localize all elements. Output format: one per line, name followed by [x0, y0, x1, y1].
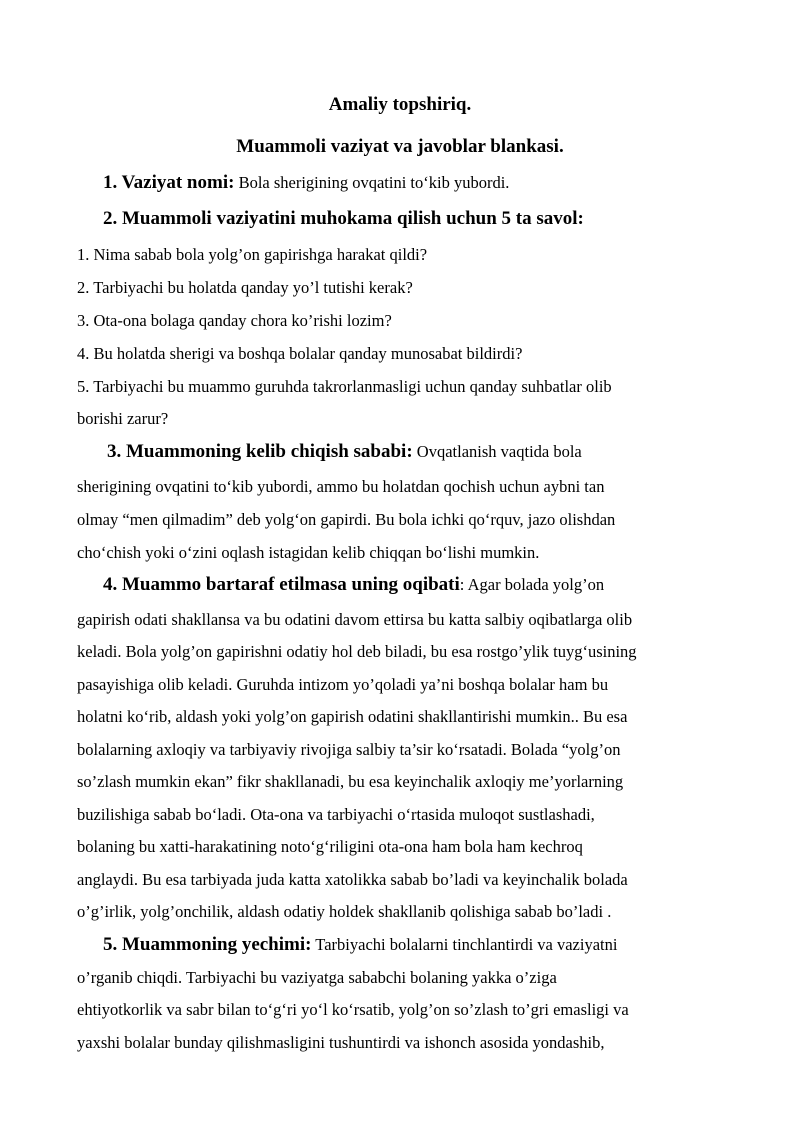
section-4 [103, 574, 604, 596]
section-4-line: buzilishiga sabab bo‘ladi. Ota-ona va tarbiyachi o‘rtasida muloqot sustlashadi, [77, 805, 595, 824]
section-3-line: sherigining ovqatini to‘kib yubordi, ammo bu holatdan qochish uchun aybni tan [77, 477, 605, 496]
section-4-line: gapirish odati shakllansa va bu odatini davom ettirsa bu katta salbiy oqibatlarga olib [77, 610, 633, 629]
section-4-line: holatni ko‘rib, aldash yoki yolg’on gapirish odatini shakllantirishi mumkin.. Bu esa [77, 707, 628, 726]
section-4-heading: 4. Muammo bartaraf etilmasa uning oqibati [103, 574, 460, 595]
section-4-line: bolaning bu xatti-harakatining noto‘g‘riligini ota-ona ham bola ham kechroq [77, 837, 583, 856]
section-3 [107, 441, 582, 463]
section-3-first-line: Ovqatlanish vaqtida bola [412, 442, 582, 461]
section-5-line: yaxshi bolalar bunday qilishmasligini tushuntirdi va ishonch asosida yondashib, [77, 1033, 605, 1052]
section-1 [103, 172, 509, 194]
document-title: Amaliy topshiriq. [328, 94, 472, 115]
section-4-line: so’zlash mumkin ekan” fikr shakllanadi, bu esa keyinchalik axloqiy me’yorlarning [77, 772, 624, 791]
document-subtitle: Muammoli vaziyat va javoblar blankasi. [236, 136, 564, 157]
section-3-line: olmay “men qilmadim” deb yolg‘on gapirdi. Bu bola ichki qo‘rquv, jazo olishdan [77, 510, 616, 529]
section-5-heading: 5. Muammoning yechimi: [103, 934, 312, 955]
question-5-continued: borishi zarur? [77, 409, 169, 428]
section-5 [103, 934, 617, 956]
section-1-heading: 1. Vaziyat nomi: [103, 172, 235, 193]
section-4-first-line: : Agar bolada yolg’on [459, 575, 605, 594]
section-2-heading-text: 2. Muammoli vaziyatini muhokama qilish uchun 5 ta savol: [103, 208, 584, 229]
question-3: 3. Ota-ona bolaga qanday chora ko’rishi lozim? [77, 311, 392, 330]
section-4-line: anglaydi. Bu esa tarbiyada juda katta xatolikka sabab bo’ladi va keyinchalik bolada [77, 870, 628, 889]
section-2-heading [103, 208, 584, 230]
section-5-line: ehtiyotkorlik va sabr bilan to‘g‘ri yo‘l ko‘rsatib, yolg’on so’zlash to’gri emasligi va [77, 1000, 629, 1019]
question-1: 1. Nima sabab bola yolg’on gapirishga harakat qildi? [77, 245, 428, 264]
section-3-heading: 3. Muammoning kelib chiqish sababi: [107, 441, 413, 462]
section-1-text: Bola sherigining ovqatini to‘kib yubordi. [234, 173, 510, 192]
section-4-line: pasayishiga olib keladi. Guruhda intizom yo’qoladi ya’ni boshqa bolalar ham bu [77, 675, 609, 694]
question-2: 2. Tarbiyachi bu holatda qanday yo’l tutishi kerak? [77, 278, 413, 297]
question-5: 5. Tarbiyachi bu muammo guruhda takrorlanmasligi uchun qanday suhbatlar olib [77, 377, 612, 396]
section-4-line: keladi. Bola yolg’on gapirishni odatiy hol deb biladi, bu esa rostgo’ylik tuyg‘usining [77, 642, 637, 661]
section-5-line: o’rganib chiqdi. Tarbiyachi bu vaziyatga sababchi bolaning yakka o’ziga [77, 968, 557, 987]
section-5-first-line: Tarbiyachi bolalarni tinchlantirdi va vaziyatni [311, 935, 618, 954]
section-3-line: cho‘chish yoki o‘zini oqlash istagidan kelib chiqqan bo‘lishi mumkin. [77, 543, 540, 562]
section-4-line: bolalarning axloqiy va tarbiyaviy rivojiga salbiy ta’sir ko‘rsatadi. Bolada “yolg’on [77, 740, 621, 759]
question-4: 4. Bu holatda sherigi va boshqa bolalar qanday munosabat bildirdi? [77, 344, 523, 363]
section-4-line: o’g’irlik, yolg’onchilik, aldash odatiy holdek shakllanib qolishiga sabab bo’ladi . [77, 902, 612, 921]
